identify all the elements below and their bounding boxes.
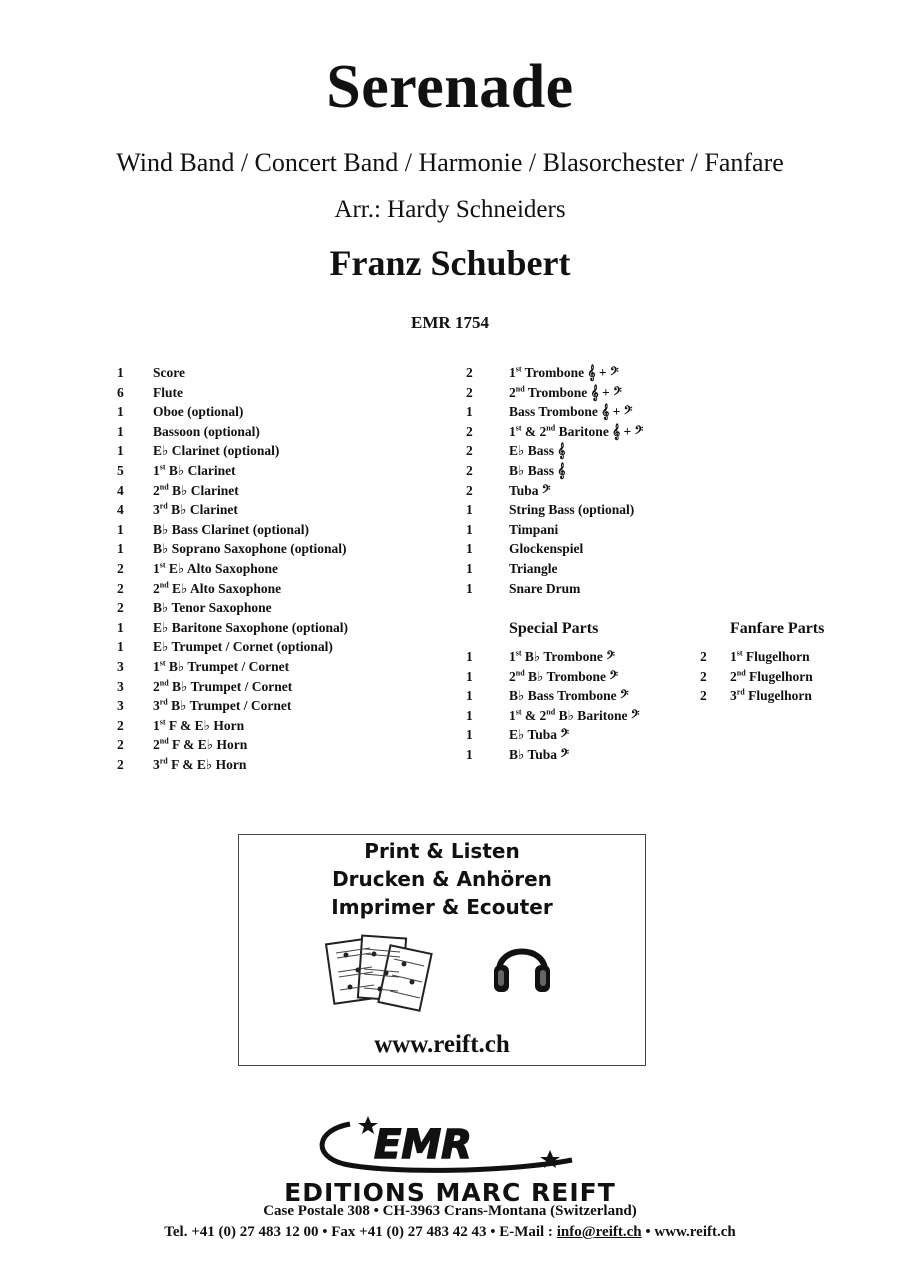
part-name: Bassoon (optional) (153, 423, 260, 439)
part-name: 2nd Trombone 𝄞 + 𝄢 (509, 384, 622, 400)
contact-phone-fax: Tel. +41 (0) 27 483 12 00 • Fax +41 (0) 27 483 42 43 • E-Mail : (164, 1224, 557, 1240)
part-quantity: 5 (117, 462, 124, 478)
part-name: 1st F & E♭ Horn (153, 717, 245, 733)
title: Serenade (326, 53, 574, 121)
special-parts-heading: Special Parts (509, 620, 599, 637)
part-name: 1st B♭ Clarinet (153, 462, 236, 478)
part-name: Score (153, 365, 185, 380)
part-quantity: 1 (117, 521, 124, 537)
part-name: B♭ Bass Trombone 𝄢 (509, 688, 629, 704)
publisher-name: EDITIONS MARC REIFT (284, 1178, 616, 1207)
part-quantity: 2 (466, 443, 473, 459)
part-quantity: 2 (700, 668, 707, 684)
print-listen-line-en: Print & Listen (364, 839, 520, 863)
part-quantity: 2 (117, 737, 124, 753)
part-name: 3rd F & E♭ Horn (153, 756, 247, 772)
part-quantity: 2 (117, 717, 124, 733)
logo-text: EMR (374, 1122, 472, 1168)
part-name: Triangle (509, 560, 558, 576)
part-quantity: 2 (117, 600, 124, 616)
part-quantity: 1 (466, 580, 473, 596)
part-quantity: 6 (117, 384, 124, 400)
part-quantity: 1 (466, 541, 473, 557)
part-quantity: 1 (466, 404, 473, 420)
part-quantity: 1 (117, 541, 124, 557)
part-quantity: 3 (117, 658, 124, 674)
part-name: 1st & 2nd Baritone 𝄞 + 𝄢 (509, 423, 644, 439)
part-name: E♭ Baritone Saxophone (optional) (153, 619, 349, 635)
print-listen-box (238, 834, 646, 1066)
part-quantity: 2 (466, 384, 473, 400)
part-quantity: 1 (466, 649, 473, 664)
part-quantity: 1 (117, 423, 124, 439)
part-name: 3rd B♭ Clarinet (153, 501, 238, 518)
website-link[interactable]: www.reift.ch (374, 1031, 510, 1058)
part-name: 1st Trombone 𝄞 + 𝄢 (509, 364, 619, 380)
part-name: E♭ Tuba 𝄢 (509, 727, 570, 743)
part-name: E♭ Clarinet (optional) (153, 443, 280, 459)
part-quantity: 2 (466, 423, 473, 439)
part-name: Flute (153, 384, 183, 400)
subtitle: Wind Band / Concert Band / Harmonie / Blasorchester / Fanfare (116, 148, 784, 177)
part-quantity: 1 (117, 404, 124, 420)
part-name: 1st E♭ Alto Saxophone (153, 560, 279, 576)
part-name: B♭ Bass Clarinet (optional) (153, 521, 310, 537)
fanfare-parts-heading: Fanfare Parts (730, 620, 825, 637)
headphones-icon (491, 935, 553, 997)
part-quantity: 1 (117, 443, 124, 459)
part-name: Timpani (509, 521, 559, 537)
print-listen-line-de: Drucken & Anhören (332, 867, 552, 891)
emr-logo (310, 1112, 590, 1178)
part-name: E♭ Trumpet / Cornet (optional) (153, 639, 333, 655)
part-quantity: 3 (117, 698, 124, 714)
part-quantity: 1 (466, 688, 473, 704)
part-name: 1st Flugelhorn (730, 648, 810, 664)
part-name: 2nd Flugelhorn (730, 668, 813, 684)
part-quantity: 1 (117, 365, 124, 380)
part-quantity: 1 (466, 727, 473, 743)
part-quantity: 1 (466, 521, 473, 537)
part-quantity: 2 (466, 365, 473, 380)
part-quantity: 1 (117, 639, 124, 655)
part-quantity: 1 (466, 668, 473, 684)
part-name: 2nd B♭ Trumpet / Cornet (153, 678, 293, 694)
part-name: 2nd E♭ Alto Saxophone (153, 580, 282, 596)
part-quantity: 2 (117, 560, 124, 576)
part-quantity: 2 (466, 462, 473, 478)
part-name: B♭ Tenor Saxophone (153, 600, 272, 616)
part-name: Tuba 𝄢 (509, 482, 551, 498)
part-quantity: 4 (117, 482, 124, 498)
sheet-music-icon (324, 927, 436, 1025)
part-quantity: 1 (466, 746, 473, 762)
part-quantity: 1 (466, 707, 473, 723)
part-name: B♭ Bass 𝄞 (509, 462, 566, 478)
part-quantity: 2 (117, 580, 124, 596)
part-name: Bass Trombone 𝄞 + 𝄢 (509, 404, 633, 420)
catalog-number: EMR 1754 (411, 313, 489, 332)
part-quantity: 1 (466, 560, 473, 576)
part-quantity: 2 (117, 756, 124, 772)
part-name: 2nd B♭ Trombone 𝄢 (509, 668, 619, 684)
part-name: 3rd Flugelhorn (730, 687, 812, 704)
publisher-address: Case Postale 308 • CH-3963 Crans-Montana (Switzerland) (263, 1203, 637, 1219)
part-quantity: 1 (117, 619, 124, 635)
print-listen-line-fr: Imprimer & Ecouter (331, 895, 553, 919)
part-name: 2nd B♭ Clarinet (153, 482, 239, 498)
part-name: 2nd F & E♭ Horn (153, 736, 248, 753)
part-quantity: 2 (466, 482, 473, 498)
part-name: Snare Drum (509, 580, 581, 596)
part-name: 1st B♭ Trombone 𝄢 (509, 648, 615, 664)
part-quantity: 3 (117, 678, 124, 694)
part-name: B♭ Soprano Saxophone (optional) (153, 541, 347, 557)
part-name: 1st & 2nd B♭ Baritone 𝄢 (509, 707, 640, 723)
part-name: B♭ Tuba 𝄢 (509, 746, 570, 762)
composer: Franz Schubert (329, 243, 571, 283)
part-quantity: 2 (700, 649, 707, 664)
contact-website: • www.reift.ch (641, 1224, 736, 1240)
part-quantity: 4 (117, 502, 124, 518)
part-quantity: 2 (700, 688, 707, 704)
part-name: Glockenspiel (509, 541, 584, 557)
part-name: 3rd B♭ Trumpet / Cornet (153, 697, 292, 714)
email-link[interactable]: info@reift.ch (556, 1224, 642, 1240)
part-name: E♭ Bass 𝄞 (509, 443, 566, 459)
part-name: String Bass (optional) (509, 502, 635, 518)
publisher-contact (0, 1224, 900, 1241)
part-name: Oboe (optional) (153, 404, 244, 420)
part-name: 1st B♭ Trumpet / Cornet (153, 658, 290, 674)
arranger: Arr.: Hardy Schneiders (334, 196, 566, 223)
part-quantity: 1 (466, 502, 473, 518)
